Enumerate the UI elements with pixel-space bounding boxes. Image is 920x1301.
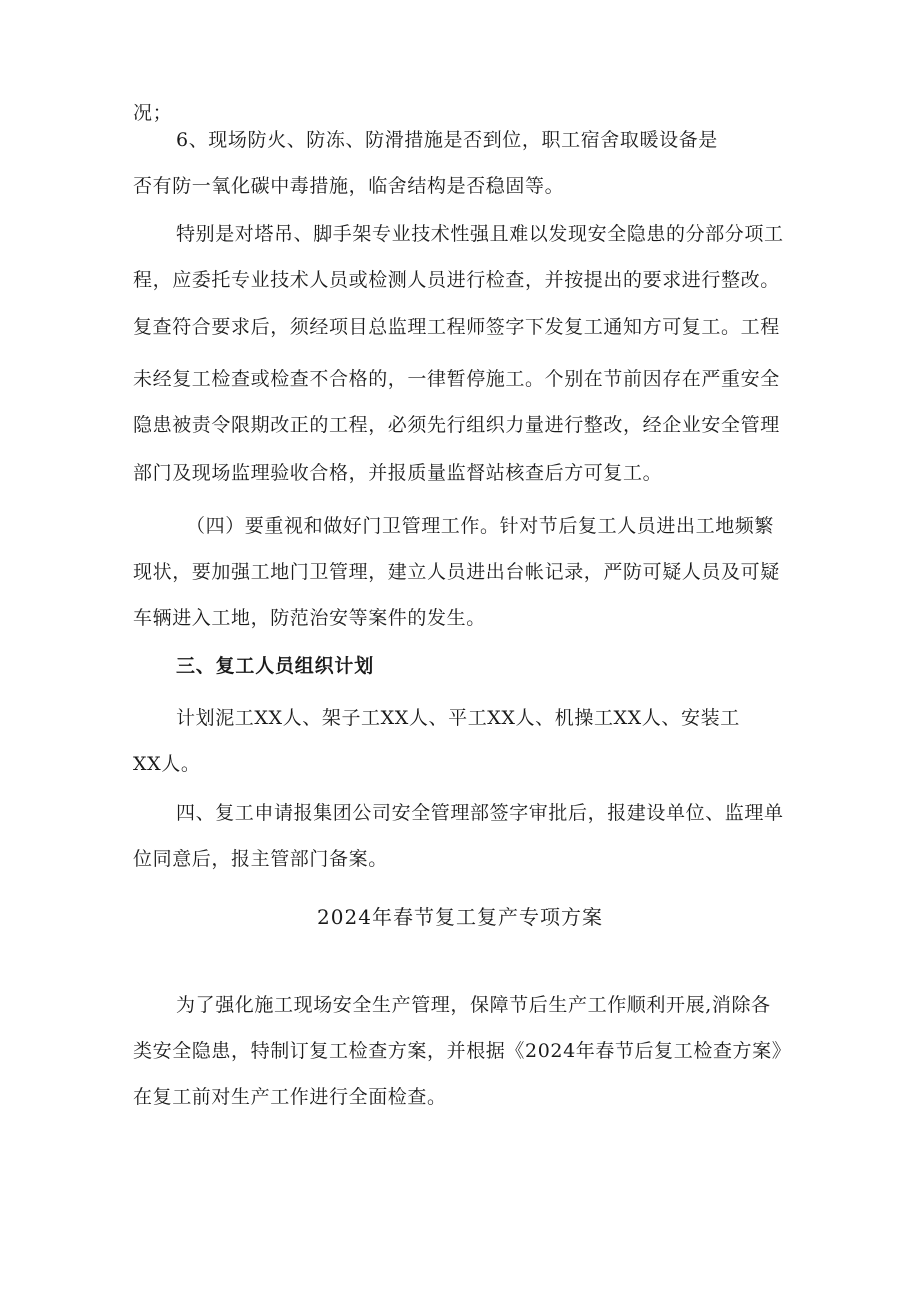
paragraph-line: 类安全隐患，特制订复工检查方案，并根据《2024年春节后复工检查方案》 (133, 1040, 792, 1062)
list-item-6-line-2: 否有防一氧化碳中毒措施，临舍结构是否稳固等。 (133, 175, 565, 197)
paragraph-line: XX人。 (133, 753, 201, 775)
paragraph-line: 为了强化施工现场安全生产管理，保障节后生产工作顺利开展,消除各 (176, 994, 771, 1016)
paragraph-line: 况； (133, 102, 173, 124)
section-heading: 三、复工人员组织计划 (176, 655, 375, 677)
paragraph-line: 车辆进入工地，防范治安等案件的发生。 (133, 607, 486, 629)
paragraph-line: 未经复工检查或检查不合格的，一律暂停施工。个别在节前因存在严重安全 (133, 368, 780, 390)
paragraph-line: 特别是对塔吊、脚手架专业技术性强且难以发现安全隐患的分部分项工 (176, 223, 784, 245)
paragraph-line: 部门及现场监理验收合格，并报质量监督站核查后方可复工。 (133, 462, 663, 484)
list-item-6-line-1: 6、现场防火、防冻、防滑措施是否到位，职工宿舍取暖设备是 (176, 129, 718, 151)
paragraph-line: 四、复工申请报集团公司安全管理部签字审批后，报建设单位、监理单 (176, 802, 784, 824)
paragraph-line: 位同意后，报主管部门备案。 (133, 848, 388, 870)
paragraph-line: 复查符合要求后，须经项目总监理工程师签字下发复工通知方可复工。工程 (133, 316, 780, 338)
paragraph-line: 计划泥工XX人、架子工XX人、平工XX人、机操工XX人、安装工 (176, 707, 740, 729)
paragraph-line: 程，应委托专业技术人员或检测人员进行检查，并按提出的要求进行整改。 (133, 269, 780, 291)
paragraph-line: 隐患被责令限期改正的工程，必须先行组织力量进行整改，经企业安全管理 (133, 414, 780, 436)
paragraph-line: （四）要重视和做好门卫管理工作。针对节后复工人员进出工地频繁 (186, 515, 775, 537)
paragraph-line: 现状，要加强工地门卫管理，建立人员进出台帐记录，严防可疑人员及可疑 (133, 561, 780, 583)
paragraph-line: 在复工前对生产工作进行全面检查。 (133, 1086, 447, 1108)
document-title: 2024年春节复工复产专项方案 (317, 905, 603, 929)
